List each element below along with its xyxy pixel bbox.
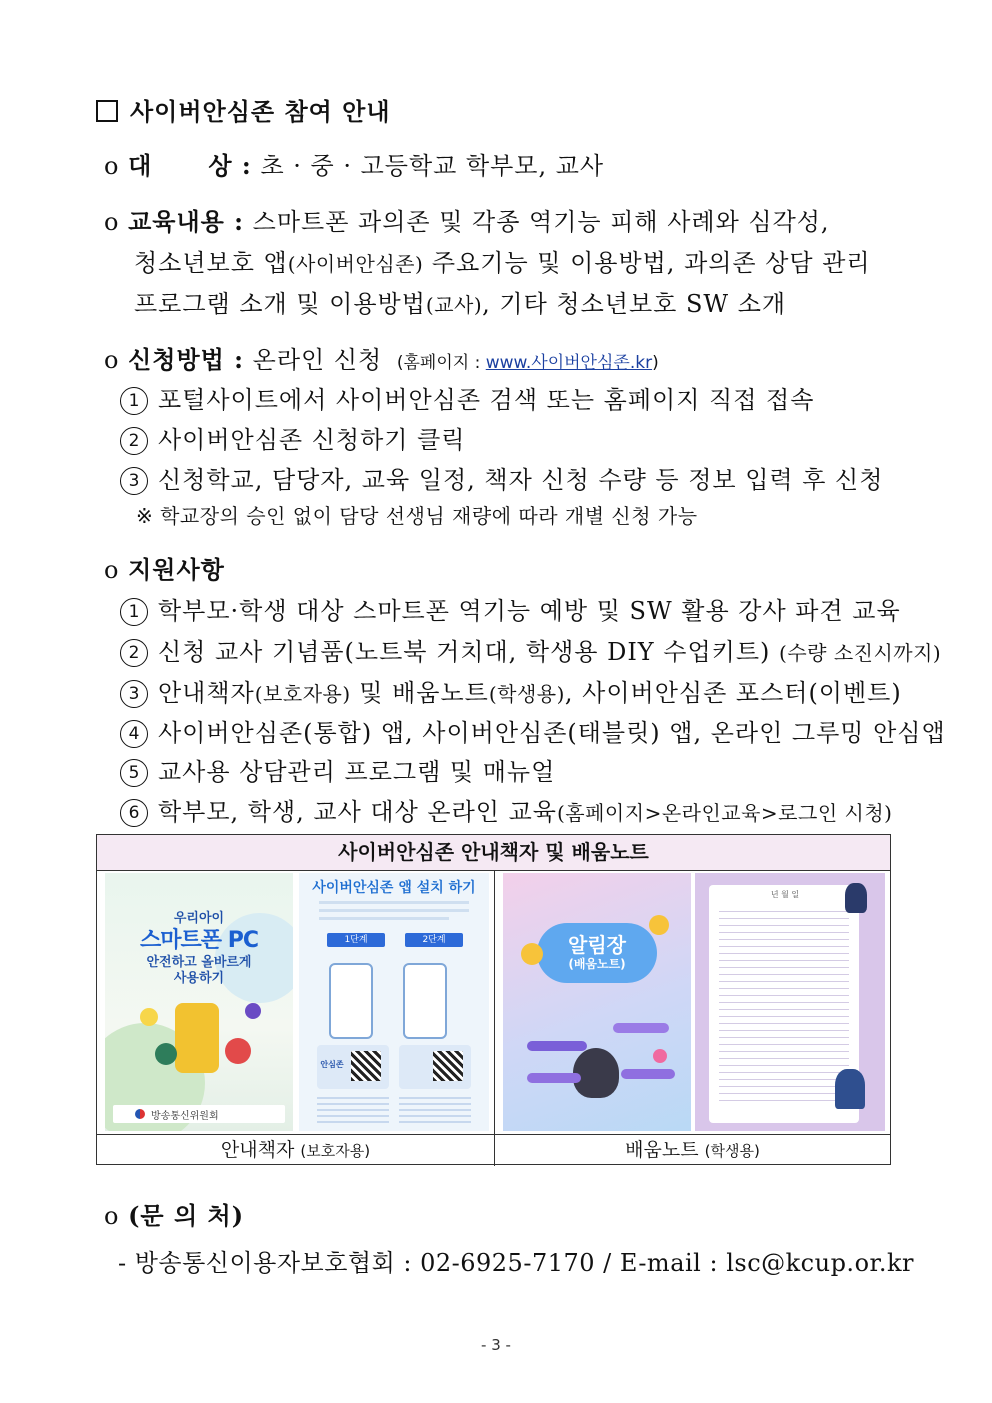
checkbox-square-icon bbox=[96, 100, 118, 122]
content-label: 교육내용 : bbox=[128, 207, 245, 236]
support-row: o 지원사항 bbox=[104, 555, 225, 584]
support-item: 1 학부모·학생 대상 스마트폰 역기능 예방 및 SW 활용 강사 파견 교육 bbox=[120, 591, 901, 626]
booklet-inner-image: 사이버안심존 앱 설치 하기 1단계 2단계 안심존 bbox=[299, 873, 489, 1131]
support-label: 지원사항 bbox=[128, 555, 225, 584]
emoji-face-icon bbox=[521, 943, 543, 965]
apply-label: 신청방법 : bbox=[128, 345, 245, 374]
section-title: 사이버안심존 참여 안내 bbox=[96, 92, 391, 127]
homepage-link[interactable]: www.사이버안심존.kr bbox=[485, 353, 653, 373]
support-item: 2 신청 교사 기념품(노트북 거치대, 학생용 DIY 수업키트) (수량 소진시까지) bbox=[120, 632, 941, 667]
support-item: 5 교사용 상담관리 프로그램 및 매뉴얼 bbox=[120, 752, 555, 787]
note-cover-image: 알림장 (배움노트) bbox=[503, 873, 691, 1131]
content-row-2: 청소년보호 앱(사이버안심존) 주요기능 및 이용방법, 과의존 상담 관리 bbox=[134, 249, 871, 277]
booklet-caption: 안내책자 (보호자용) bbox=[220, 1139, 371, 1161]
reading-character-illustration bbox=[835, 1069, 865, 1109]
character-illustration bbox=[573, 1048, 619, 1098]
note-caption: 배움노트 (학생용) bbox=[625, 1139, 760, 1161]
phone-mockup bbox=[329, 963, 373, 1039]
note-page-image: 년 월 일 bbox=[695, 873, 885, 1131]
contact-row: o (문 의 처) bbox=[104, 1201, 245, 1230]
support-item: 6 학부모, 학생, 교사 대상 온라인 교육(홈페이지>온라인교육>로그인 시청) bbox=[120, 792, 892, 827]
lightbulb-icon bbox=[140, 1008, 158, 1026]
target-value: 초 · 중 · 고등학교 학부모, 교사 bbox=[260, 152, 605, 180]
contact-org: - 방송통신이용자보호협회 : 02-6925-7170 / E-mail : lsc@kcup.or.kr bbox=[118, 1249, 914, 1277]
contact-label: (문 의 처) bbox=[128, 1201, 245, 1230]
qr-code-icon bbox=[433, 1051, 463, 1081]
materials-table bbox=[96, 834, 891, 1165]
heart-icon bbox=[653, 1049, 667, 1063]
support-item: 4 사이버안심존(통합) 앱, 사이버안심존(태블릿) 앱, 온라인 그루밍 안심앱 bbox=[120, 713, 946, 748]
target-label: 대 상 : bbox=[128, 151, 252, 180]
page-number: - 3 - bbox=[481, 1336, 511, 1354]
apply-row: o 신청방법 : 온라인 신청 (홈페이지 : www.사이버안심존.kr) bbox=[104, 345, 659, 374]
qr-code-icon bbox=[351, 1051, 381, 1081]
content-row-3: 프로그램 소개 및 이용방법(교사), 기타 청소년보호 SW 소개 bbox=[134, 290, 787, 318]
jumping-character-illustration bbox=[845, 883, 867, 913]
apply-step: 1 포털사이트에서 사이버안심존 검색 또는 홈페이지 직접 접속 bbox=[120, 380, 814, 415]
table-title: 사이버안심존 안내책자 및 배움노트 bbox=[97, 835, 890, 871]
apply-note: ※ 학교장의 승인 없이 담당 선생님 재량에 따라 개별 신청 가능 bbox=[136, 504, 698, 528]
target-row: o 대 상 : 초 · 중 · 고등학교 학부모, 교사 bbox=[104, 151, 605, 180]
phone-mockup bbox=[403, 963, 447, 1039]
apply-step: 3 신청학교, 담당자, 교육 일정, 책자 신청 수량 등 정보 입력 후 신청 bbox=[120, 460, 883, 495]
publisher-logo-icon bbox=[135, 1109, 145, 1119]
phone-illustration bbox=[175, 1003, 219, 1073]
emoji-face-icon bbox=[649, 915, 669, 935]
apply-step: 2 사이버안심존 신청하기 클릭 bbox=[120, 420, 465, 455]
booklet-cover-image: 우리아이 스마트폰 PC 안전하고 올바르게 사용하기 방송통신위원회 bbox=[105, 873, 293, 1131]
support-item: 3 안내책자(보호자용) 및 배움노트(학생용), 사이버안심존 포스터(이벤트) bbox=[120, 673, 902, 708]
content-row-1: o 교육내용 : 스마트폰 과의존 및 각종 역기능 피해 사례와 심각성, bbox=[104, 207, 830, 236]
